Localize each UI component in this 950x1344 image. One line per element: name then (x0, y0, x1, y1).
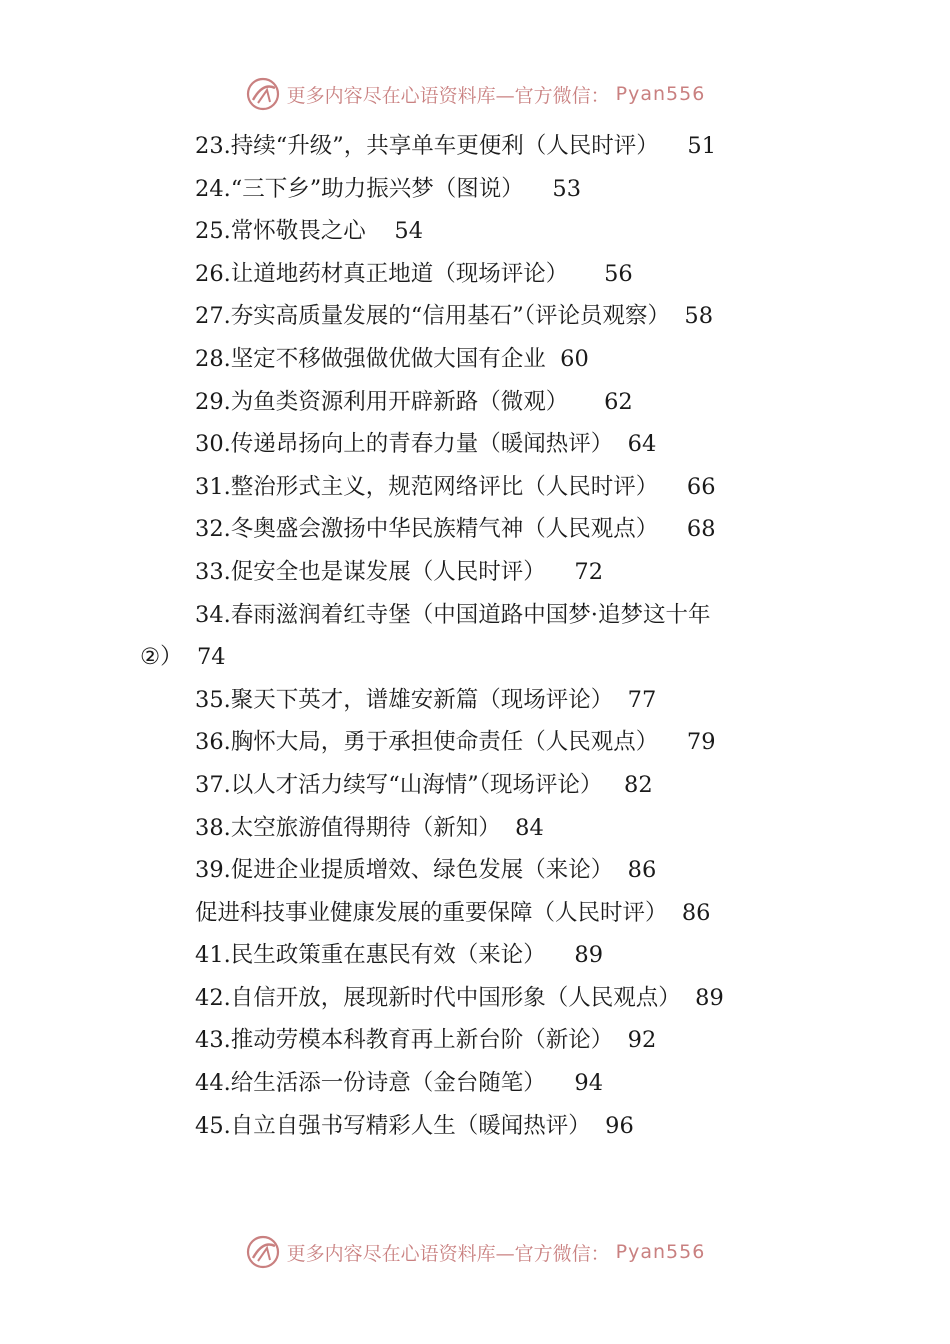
banner-handle: Pyan556 (615, 1241, 706, 1263)
toc-item-gap (183, 644, 197, 670)
toc-item (140, 168, 820, 211)
toc-item-page: 89 (574, 942, 604, 969)
toc-item-gap (658, 516, 687, 542)
toc-item-title: 民生政策重在惠民有效（来论） (230, 942, 546, 969)
toc-item-number: 44. (195, 1070, 231, 1097)
toc-item-page: 60 (560, 345, 589, 372)
toc-item-title: “三下乡”助力振兴梦（图说） (230, 175, 524, 202)
toc-item-page: 54 (394, 218, 424, 245)
toc-item (140, 295, 820, 338)
toc-item (140, 551, 820, 594)
toc-item-number: 26. (195, 260, 231, 287)
toc-item (140, 338, 820, 381)
toc-item-gap (613, 687, 627, 713)
toc-item (140, 466, 820, 509)
toc-item-title: 坚定不移做强做优做大国有企业 (230, 345, 546, 372)
toc-item-number: 29. (195, 388, 231, 415)
toc-item-number: 27. (195, 303, 231, 330)
toc-item-page: 86 (627, 857, 657, 884)
toc-item-number: 41. (195, 942, 231, 969)
toc-item-page: 62 (604, 388, 633, 415)
toc-item-title: 推动劳模本科教育再上新台阶（新论） (230, 1027, 614, 1054)
toc-item-title: 春雨滋润着红寺堡（中国道路中国梦·追梦这十年 (230, 601, 711, 628)
banner-text: 更多内容尽在心语资料库—官方微信： (286, 84, 610, 107)
toc-item-gap (658, 729, 687, 755)
toc-item-number: 36. (195, 729, 231, 756)
toc-item-title: 常怀敬畏之心 (230, 218, 366, 245)
banner-text: 更多内容尽在心语资料库—官方微信： (286, 1242, 610, 1265)
toc-item (140, 849, 820, 892)
toc-item (140, 892, 820, 935)
toc-item-gap (546, 346, 560, 372)
toc-item (140, 125, 820, 168)
toc-item-page: 82 (624, 771, 653, 798)
toc-item-gap (546, 942, 575, 968)
toc-item-title: 整治形式主义，规范网络评比（人民时评） (230, 473, 659, 500)
toc-item-page: 53 (552, 175, 582, 202)
toc-item-gap (568, 389, 604, 415)
toc-item-title: 促安全也是谋发展（人民时评） (230, 558, 546, 585)
toc-item (140, 679, 820, 722)
toc-item (140, 508, 820, 551)
toc-item-page: 68 (686, 516, 716, 543)
toc-item (140, 1062, 820, 1105)
toc-item-page: 79 (686, 729, 716, 756)
toc-item-gap (568, 261, 604, 287)
seal-logo-icon (245, 76, 281, 112)
toc-item-title-wrap: ②） (140, 644, 183, 671)
toc-item-number: 30. (195, 431, 231, 458)
toc-item-title: 夯实高质量发展的“信用基石”（评论员观察） (230, 303, 671, 330)
toc-item-page: 58 (684, 303, 714, 330)
toc-item-number: 42. (195, 984, 231, 1011)
toc-item-gap (501, 815, 515, 841)
toc-item-gap (603, 772, 624, 798)
toc-item-number: 24. (195, 175, 231, 202)
toc-item-number: 35. (195, 686, 231, 713)
header-banner (0, 72, 950, 116)
toc-item-number: 23. (195, 133, 231, 159)
toc-item-title: 传递昂扬向上的青春力量（暖闻热评） (230, 431, 614, 458)
toc-item (140, 594, 820, 637)
toc-item-number: 38. (195, 814, 231, 841)
toc-item-number: 34. (195, 601, 231, 628)
toc-item-title: 促进科技事业健康发展的重要保障（人民时评） (195, 899, 668, 926)
toc-item-page: 64 (627, 431, 657, 458)
toc-item (140, 253, 820, 296)
toc-item-title: 以人才活力续写“山海情”（现场评论） (230, 771, 603, 798)
toc-item-number: 32. (195, 516, 231, 543)
toc-item-page: 94 (574, 1070, 604, 1097)
toc-item-title: 让道地药材真正地道（现场评论） (230, 260, 569, 287)
toc-item-page: 89 (695, 984, 724, 1011)
toc-item-page: 92 (627, 1027, 657, 1054)
toc-item-gap (659, 133, 688, 159)
toc-item-number: 28. (195, 345, 231, 372)
toc-item-page: 96 (605, 1112, 634, 1139)
toc-item-page: 86 (681, 899, 711, 926)
toc-item-title: 聚天下英才，谱雄安新篇（现场评论） (230, 686, 614, 713)
toc-item (140, 764, 820, 807)
toc-item-gap (668, 900, 682, 926)
toc-item-gap (658, 474, 687, 500)
toc-item-number: 39. (195, 857, 231, 884)
toc-item-title: 自立自强书写精彩人生（暖闻热评） (230, 1112, 591, 1139)
toc-item-gap (613, 1027, 627, 1053)
toc-item-page: 56 (604, 260, 633, 287)
toc-item-gap (366, 218, 395, 244)
toc-item-gap (546, 1070, 575, 1096)
toc-item (140, 977, 820, 1020)
table-of-contents (140, 125, 820, 1147)
toc-item-page: 77 (627, 686, 657, 713)
toc-item-gap (613, 431, 627, 457)
toc-item (140, 1019, 820, 1062)
footer-banner (0, 1230, 950, 1274)
toc-item-title: 太空旅游值得期待（新知） (230, 814, 501, 841)
toc-item (140, 721, 820, 764)
toc-item-number: 43. (195, 1027, 231, 1054)
toc-item-gap (524, 176, 553, 202)
toc-item-gap (670, 303, 684, 329)
toc-item-gap (546, 559, 575, 585)
toc-item-gap (681, 985, 695, 1011)
toc-item-number: 25. (195, 218, 231, 245)
toc-item (140, 807, 820, 850)
toc-item-title: 促进企业提质增效、绿色发展（来论） (230, 857, 614, 884)
toc-item-gap (591, 1113, 605, 1139)
toc-item-title: 为鱼类资源利用开辟新路（微观） (230, 388, 569, 415)
toc-item-title: 给生活添一份诗意（金台随笔） (230, 1070, 546, 1097)
toc-item-number: 33. (195, 558, 231, 585)
toc-item (140, 934, 820, 977)
banner-handle: Pyan556 (615, 83, 706, 105)
toc-item-title: 自信开放，展现新时代中国形象（人民观点） (230, 984, 681, 1011)
toc-item (140, 1105, 820, 1148)
toc-item-number: 37. (195, 771, 231, 798)
toc-item-page: 51 (687, 133, 717, 159)
toc-item-title: 持续“升级”，共享单车更便利（人民时评） (230, 133, 659, 159)
toc-item-continuation (140, 636, 820, 679)
toc-item-gap (613, 857, 627, 883)
toc-item-number: 31. (195, 473, 231, 500)
seal-logo-icon (245, 1234, 281, 1270)
toc-item-page: 84 (515, 814, 544, 841)
toc-item-title: 冬奥盛会激扬中华民族精气神（人民观点） (230, 516, 659, 543)
toc-item (140, 210, 820, 253)
toc-item-page: 72 (574, 558, 604, 585)
toc-item (140, 381, 820, 424)
toc-item-title: 胸怀大局，勇于承担使命责任（人民观点） (230, 729, 659, 756)
toc-item-page: 66 (686, 473, 716, 500)
toc-item (140, 423, 820, 466)
toc-item-page: 74 (196, 644, 226, 671)
toc-item-number: 45. (195, 1112, 231, 1139)
